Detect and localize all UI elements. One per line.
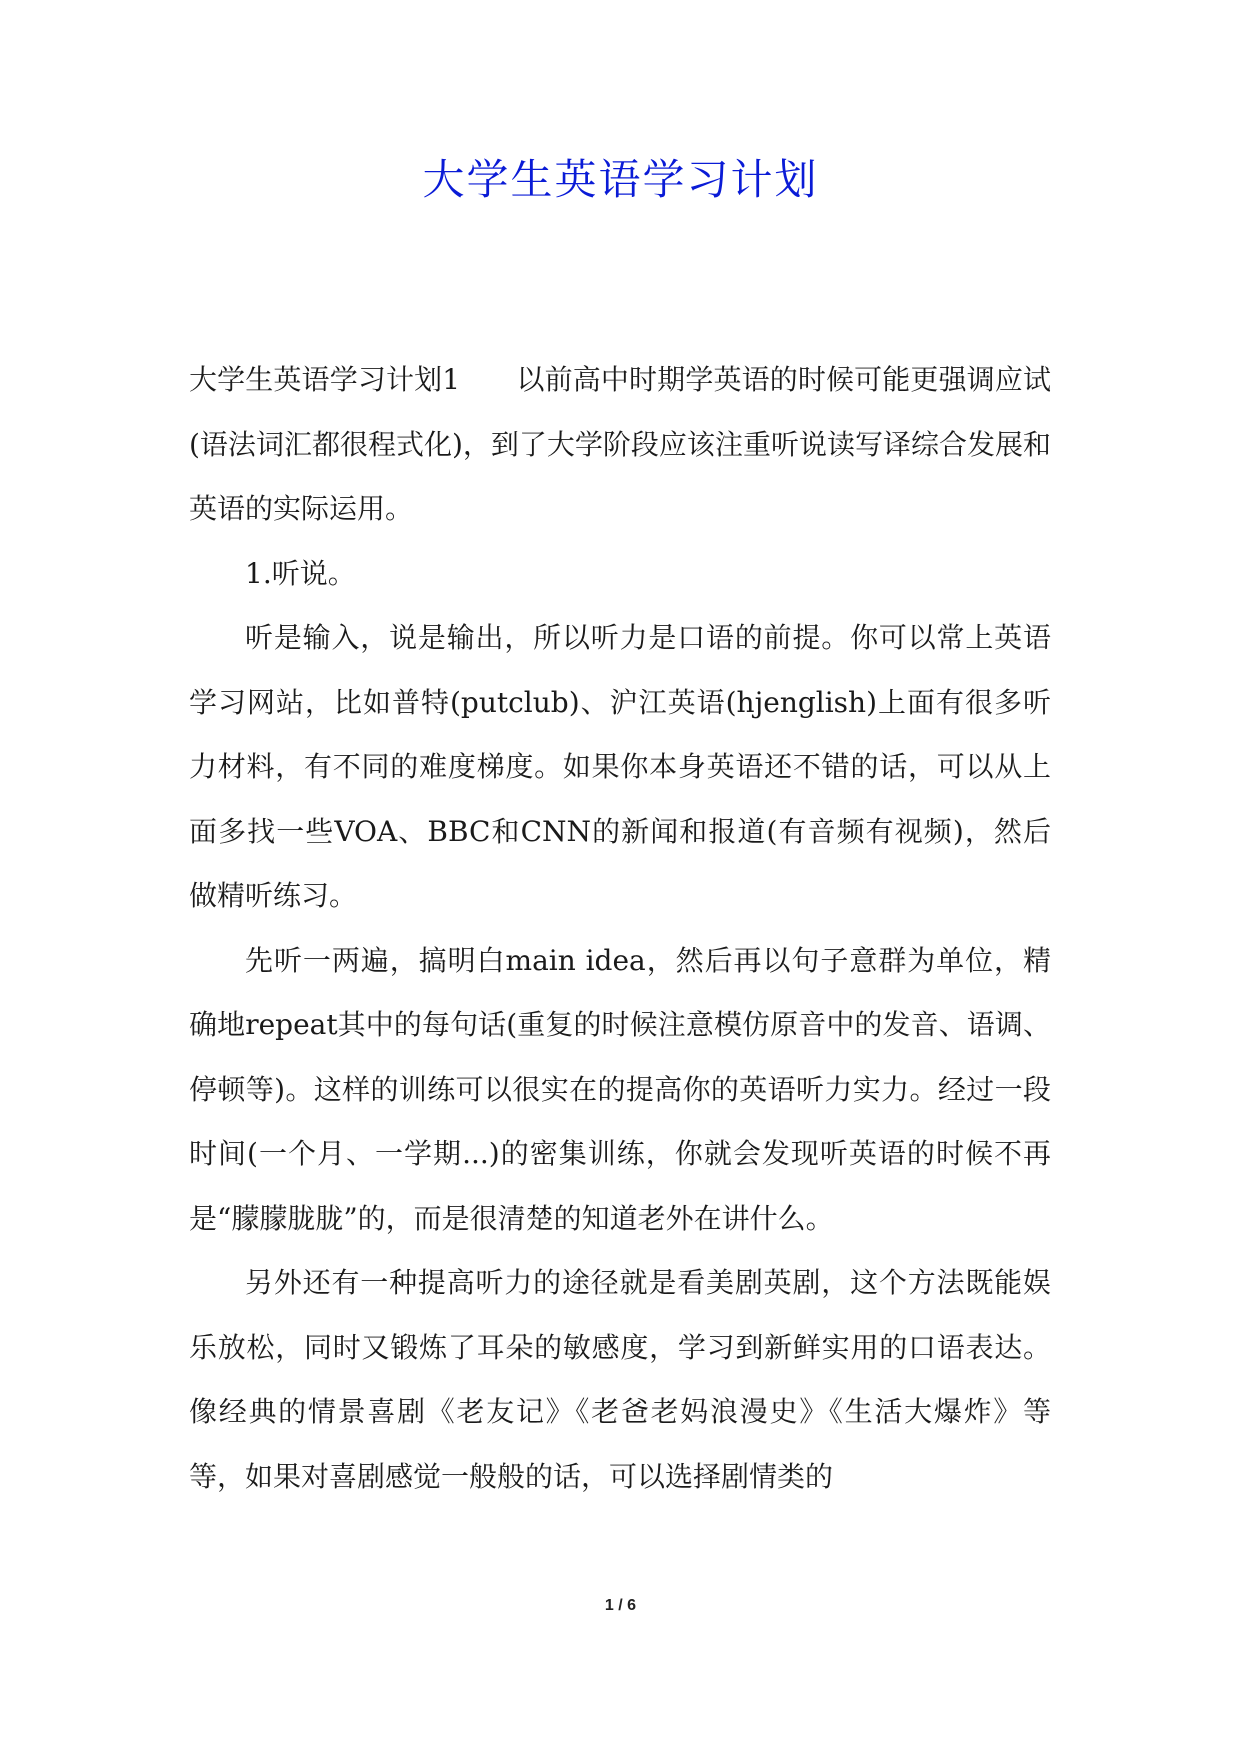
paragraph-listening-input: 听是输入，说是输出，所以听力是口语的前提。你可以常上英语学习网站，比如普特(putclub)、沪江英语(hjenglish)上面有很多听力材料，有不同的难度梯度。如果你本身英语还不错的话，可以从上面多找一些VOA、BBC和CNN的新闻和报道(有音频有视频)，然后做精听练习。: [189, 621, 1051, 912]
paragraph-tv-shows: 另外还有一种提高听力的途径就是看美剧英剧，这个方法既能娱乐放松，同时又锻炼了耳朵的敏感度，学习到新鲜实用的口语表达。像经典的情景喜剧《老友记》《老爸老妈浪漫史》《生活大爆炸》等等，如果对喜剧感觉一般般的话，可以选择剧情类的: [189, 1266, 1051, 1493]
paragraph-repeat-practice: 先听一两遍，搞明白main idea，然后再以句子意群为单位，精确地repeat其中的每句话(重复的时候注意模仿原音中的发音、语调、停顿等)。这样的训练可以很实在的提高你的英语听力实力。经过一段时间(一个月、一学期...)的密集训练，你就会发现听英语的时候不再是“朦朦胧胧”的，而是很清楚的知道老外在讲什么。: [189, 943, 1051, 1235]
page-number: 1 / 6: [604, 1597, 637, 1614]
document-title: 大学生英语学习计划: [422, 155, 819, 204]
document-body: [189, 348, 1051, 1509]
paragraph-heading-listening: 1.听说。: [245, 556, 356, 590]
paragraph-intro: 大学生英语学习计划1 以前高中时期学英语的时候可能更强调应试(语法词汇都很程式化)，到了大学阶段应该注重听说读写译综合发展和英语的实际运用。: [189, 363, 1051, 525]
